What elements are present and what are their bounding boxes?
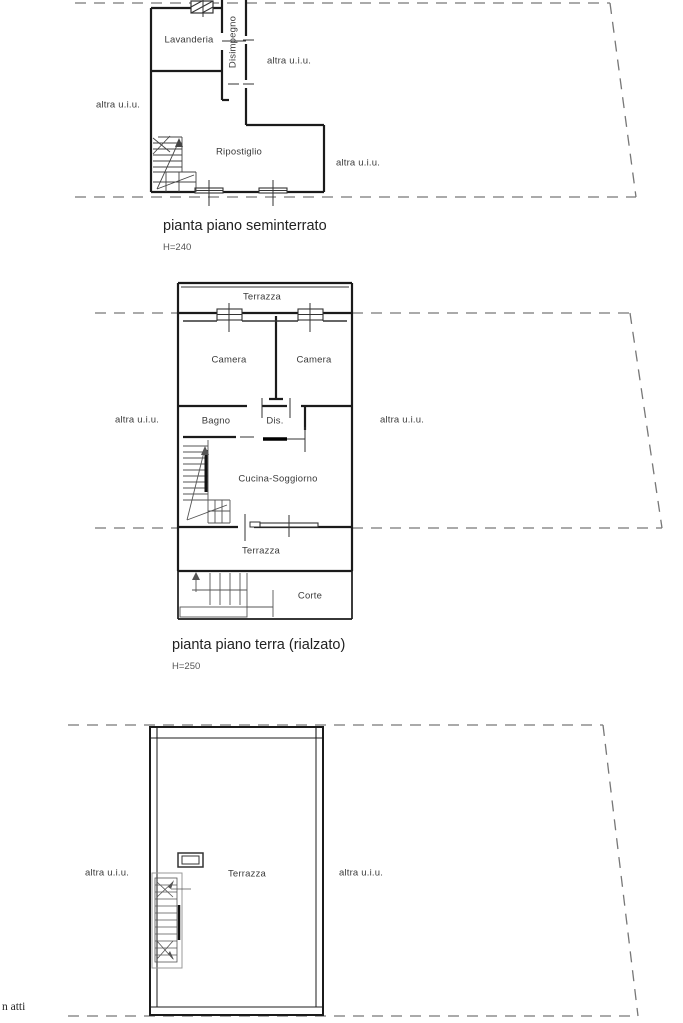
adjacent-unit-label: altra u.i.u.	[84, 867, 130, 879]
corte-stairs-arrow-icon	[192, 572, 200, 580]
plan3-skylight	[178, 853, 203, 867]
adjacent-unit-label: altra u.i.u.	[338, 867, 384, 879]
room-label-terrazza-roof: Terrazza	[227, 868, 267, 880]
window-camera-right	[298, 303, 323, 332]
plan2-parcel-boundary	[95, 313, 662, 528]
window-hatched-top	[191, 0, 213, 17]
adjacent-unit-label: altra u.i.u.	[335, 157, 381, 169]
room-label-dis: Dis.	[266, 415, 284, 427]
adjacent-unit-label: altra u.i.u.	[379, 414, 425, 426]
plan1-doors-windows	[191, 0, 287, 206]
adjacent-unit-label: altra u.i.u.	[266, 55, 312, 67]
room-label-camera-right: Camera	[296, 354, 332, 366]
plan1-title: pianta piano seminterrato	[163, 218, 327, 234]
room-label-bagno: Bagno	[201, 415, 231, 427]
room-label-disimpegno: Disimpegno	[227, 15, 239, 69]
plan2-doors-windows	[181, 287, 349, 541]
window-basement-right	[259, 180, 287, 206]
sheet-note: n atti	[2, 1001, 26, 1013]
plan3-stairs	[152, 873, 191, 968]
plan1-height-label: H=240	[163, 242, 192, 253]
adjacent-unit-label: altra u.i.u.	[114, 414, 160, 426]
room-label-lavanderia: Lavanderia	[164, 34, 214, 46]
plan2-stairs	[183, 440, 230, 523]
plan2-title: pianta piano terra (rialzato)	[172, 637, 346, 653]
room-label-terrazza-back: Terrazza	[241, 545, 281, 557]
room-label-corte: Corte	[297, 590, 323, 602]
room-label-terrazza-front: Terrazza	[242, 291, 282, 303]
stairs-arrow-top-icon	[168, 880, 174, 889]
plan2-corte-stairs	[180, 572, 273, 617]
room-label-cucina-soggiorno: Cucina-Soggiorno	[238, 473, 318, 485]
stairs-arrow-bottom-icon	[168, 951, 174, 960]
window-cucina	[260, 515, 318, 537]
adjacent-unit-label: altra u.i.u.	[95, 99, 141, 111]
window-basement-left	[195, 180, 223, 206]
room-label-camera-left: Camera	[211, 354, 247, 366]
plan1-stairs	[153, 136, 196, 192]
room-label-ripostiglio: Ripostiglio	[215, 146, 263, 158]
window-camera-left	[217, 303, 242, 332]
plan2-height-label: H=250	[172, 661, 201, 672]
